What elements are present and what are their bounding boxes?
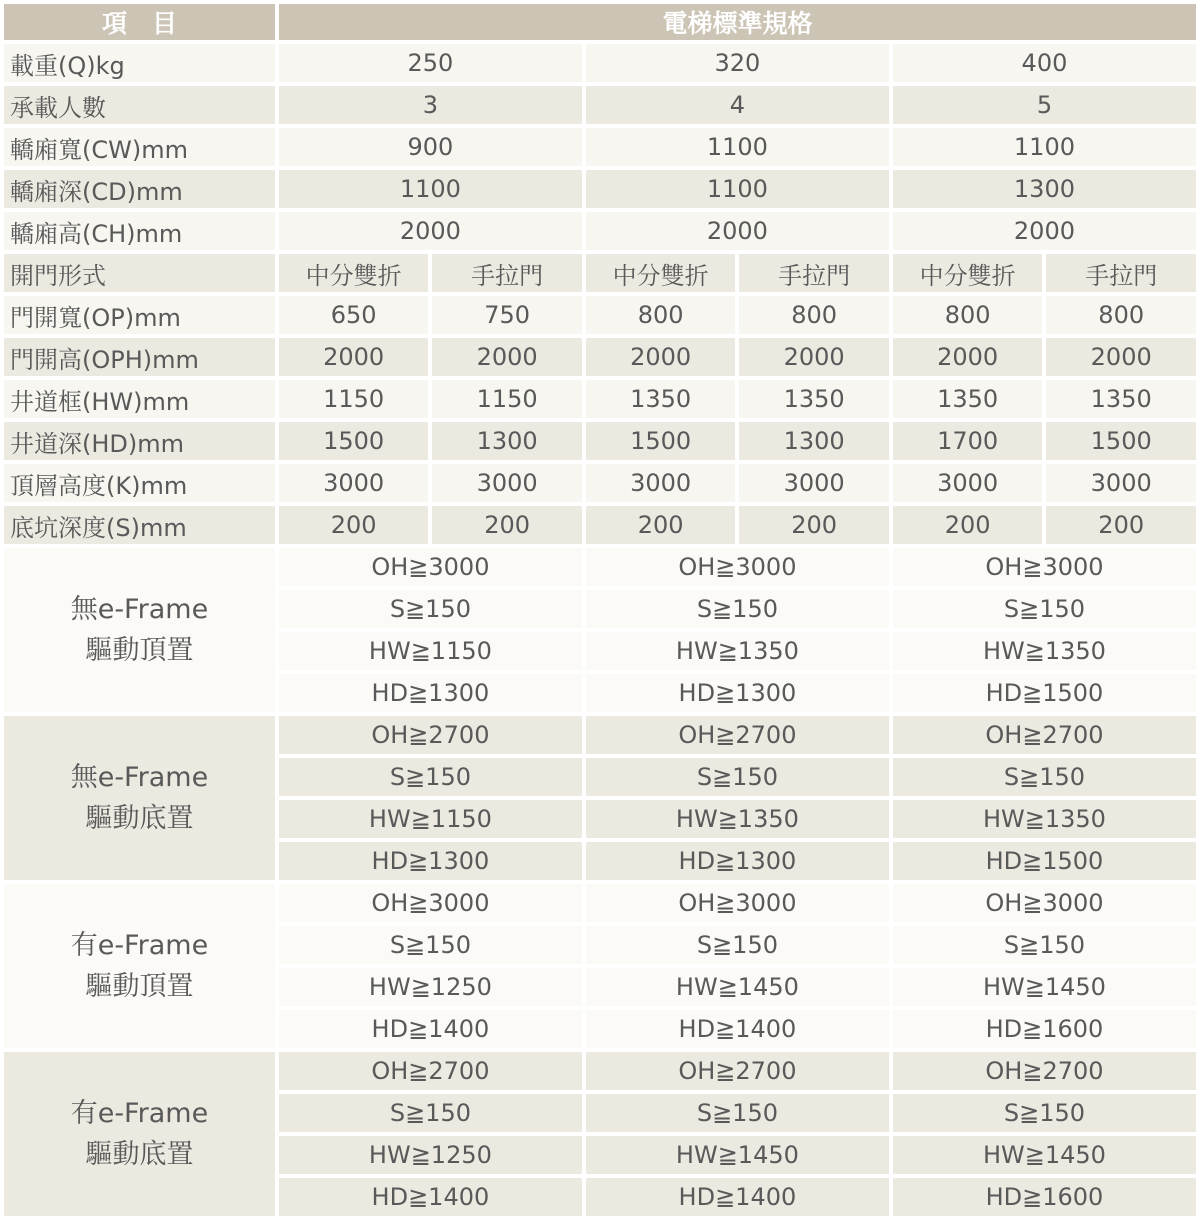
- condition-value: HW≧1450: [586, 968, 889, 1006]
- door-value: 800: [1046, 296, 1196, 334]
- group-label-line1: 無e-Frame: [70, 762, 209, 793]
- group-label-line2: 驅動頂置: [85, 635, 194, 666]
- door-value: 800: [739, 296, 889, 334]
- group-label-line1: 無e-Frame: [70, 594, 209, 625]
- row-label: 井道框(HW)mm: [4, 380, 275, 418]
- spec-row: [4, 86, 1196, 124]
- condition-row: [4, 884, 1196, 922]
- door-value: 1350: [893, 380, 1043, 418]
- door-spec-row: [4, 254, 1196, 292]
- condition-value: HW≧1450: [893, 1136, 1196, 1174]
- spec-value: 1300: [893, 170, 1196, 208]
- condition-value: S≧150: [279, 1094, 582, 1132]
- door-value: 750: [432, 296, 582, 334]
- door-value: 手拉門: [739, 254, 889, 292]
- condition-row: [4, 548, 1196, 586]
- spec-value: 2000: [586, 212, 889, 250]
- door-value: 650: [279, 296, 429, 334]
- condition-value: S≧150: [586, 926, 889, 964]
- condition-group: [4, 548, 1196, 712]
- spec-value: 1100: [586, 128, 889, 166]
- group-label: [4, 884, 275, 1048]
- door-value: 2000: [432, 338, 582, 376]
- condition-value: HW≧1450: [586, 1136, 889, 1174]
- door-value: 中分雙折: [586, 254, 736, 292]
- header-row: [4, 4, 1196, 40]
- condition-value: S≧150: [586, 758, 889, 796]
- spec-value: 400: [893, 44, 1196, 82]
- door-value: 1150: [432, 380, 582, 418]
- door-value: 200: [739, 506, 889, 544]
- condition-value: S≧150: [279, 758, 582, 796]
- condition-value: HD≧1400: [279, 1178, 582, 1216]
- condition-value: OH≧3000: [279, 884, 582, 922]
- door-spec-row: [4, 506, 1196, 544]
- condition-value: HD≧1400: [586, 1010, 889, 1048]
- door-value: 手拉門: [432, 254, 582, 292]
- condition-row: [4, 716, 1196, 754]
- condition-value: OH≧2700: [893, 1052, 1196, 1090]
- door-spec-row: [4, 338, 1196, 376]
- condition-value: HW≧1450: [893, 968, 1196, 1006]
- condition-value: OH≧2700: [279, 716, 582, 754]
- door-value: 3000: [586, 464, 736, 502]
- door-value: 2000: [586, 338, 736, 376]
- row-label: 底坑深度(S)mm: [4, 506, 275, 544]
- door-value: 200: [893, 506, 1043, 544]
- spec-value: 2000: [279, 212, 582, 250]
- condition-value: S≧150: [893, 590, 1196, 628]
- door-value: 1350: [586, 380, 736, 418]
- row-label: 轎廂深(CD)mm: [4, 170, 275, 208]
- spec-row: [4, 170, 1196, 208]
- door-value: 1350: [739, 380, 889, 418]
- condition-value: HD≧1300: [279, 842, 582, 880]
- door-value: 手拉門: [1046, 254, 1196, 292]
- row-label: 門開高(OPH)mm: [4, 338, 275, 376]
- condition-value: S≧150: [893, 1094, 1196, 1132]
- condition-value: HW≧1150: [279, 632, 582, 670]
- condition-value: OH≧3000: [586, 548, 889, 586]
- door-value: 200: [279, 506, 429, 544]
- condition-value: S≧150: [279, 926, 582, 964]
- condition-value: S≧150: [586, 1094, 889, 1132]
- spec-row: [4, 212, 1196, 250]
- door-value: 800: [586, 296, 736, 334]
- group-label-line1: 有e-Frame: [70, 1098, 209, 1129]
- door-value: 800: [893, 296, 1043, 334]
- spec-value: 900: [279, 128, 582, 166]
- header-item: 項 目: [4, 4, 275, 40]
- door-value: 1350: [1046, 380, 1196, 418]
- condition-value: OH≧3000: [586, 884, 889, 922]
- door-value: 中分雙折: [893, 254, 1043, 292]
- condition-value: HD≧1400: [279, 1010, 582, 1048]
- door-value: 2000: [739, 338, 889, 376]
- condition-value: OH≧2700: [586, 716, 889, 754]
- door-value: 3000: [739, 464, 889, 502]
- door-value: 2000: [893, 338, 1043, 376]
- condition-value: HW≧1350: [893, 800, 1196, 838]
- door-value: 3000: [432, 464, 582, 502]
- spec-value: 1100: [279, 170, 582, 208]
- door-spec-section: [4, 254, 1196, 544]
- door-value: 3000: [279, 464, 429, 502]
- door-value: 中分雙折: [279, 254, 429, 292]
- row-label: 頂層高度(K)mm: [4, 464, 275, 502]
- row-label: 轎廂寬(CW)mm: [4, 128, 275, 166]
- spec-value: 2000: [893, 212, 1196, 250]
- door-spec-row: [4, 464, 1196, 502]
- spec-value: 1100: [893, 128, 1196, 166]
- condition-group: [4, 1052, 1196, 1216]
- spec-value: 320: [586, 44, 889, 82]
- condition-value: S≧150: [279, 590, 582, 628]
- condition-value: HW≧1350: [586, 800, 889, 838]
- condition-value: OH≧2700: [279, 1052, 582, 1090]
- group-label: [4, 716, 275, 880]
- condition-value: HW≧1250: [279, 968, 582, 1006]
- door-value: 1150: [279, 380, 429, 418]
- condition-value: OH≧2700: [586, 1052, 889, 1090]
- door-value: 1300: [432, 422, 582, 460]
- condition-value: OH≧3000: [893, 548, 1196, 586]
- spec-value: 250: [279, 44, 582, 82]
- door-spec-row: [4, 296, 1196, 334]
- door-value: 3000: [1046, 464, 1196, 502]
- condition-value: HD≧1400: [586, 1178, 889, 1216]
- door-spec-row: [4, 422, 1196, 460]
- door-value: 1500: [279, 422, 429, 460]
- condition-value: HD≧1500: [893, 842, 1196, 880]
- group-label: [4, 1052, 275, 1216]
- condition-value: OH≧2700: [893, 716, 1196, 754]
- condition-value: HW≧1350: [586, 632, 889, 670]
- group-label-line1: 有e-Frame: [70, 930, 209, 961]
- condition-group: [4, 716, 1196, 880]
- condition-value: S≧150: [586, 590, 889, 628]
- group-label-line2: 驅動頂置: [85, 971, 194, 1002]
- condition-value: HW≧1250: [279, 1136, 582, 1174]
- door-value: 1500: [1046, 422, 1196, 460]
- condition-value: HD≧1600: [893, 1010, 1196, 1048]
- door-value: 3000: [893, 464, 1043, 502]
- condition-value: HW≧1150: [279, 800, 582, 838]
- condition-row: [4, 1052, 1196, 1090]
- row-label: 承載人數: [4, 86, 275, 124]
- condition-value: S≧150: [893, 758, 1196, 796]
- condition-value: HW≧1350: [893, 632, 1196, 670]
- condition-value: HD≧1500: [893, 674, 1196, 712]
- condition-value: HD≧1300: [586, 674, 889, 712]
- door-value: 200: [586, 506, 736, 544]
- header-spec: 電梯標準規格: [279, 4, 1196, 40]
- basic-spec-section: [4, 44, 1196, 250]
- group-label-line2: 驅動底置: [85, 803, 194, 834]
- condition-value: HD≧1300: [279, 674, 582, 712]
- door-value: 2000: [279, 338, 429, 376]
- door-value: 2000: [1046, 338, 1196, 376]
- door-value: 1500: [586, 422, 736, 460]
- condition-value: OH≧3000: [279, 548, 582, 586]
- door-spec-row: [4, 380, 1196, 418]
- condition-value: OH≧3000: [893, 884, 1196, 922]
- row-label: 開門形式: [4, 254, 275, 292]
- group-label: [4, 548, 275, 712]
- door-value: 200: [1046, 506, 1196, 544]
- row-label: 載重(Q)kg: [4, 44, 275, 82]
- group-label-line2: 驅動底置: [85, 1139, 194, 1170]
- door-value: 1700: [893, 422, 1043, 460]
- condition-value: HD≧1300: [586, 842, 889, 880]
- condition-value: HD≧1600: [893, 1178, 1196, 1216]
- spec-value: 4: [586, 86, 889, 124]
- spec-row: [4, 44, 1196, 82]
- spec-value: 1100: [586, 170, 889, 208]
- row-label: 井道深(HD)mm: [4, 422, 275, 460]
- condition-value: S≧150: [893, 926, 1196, 964]
- door-value: 1300: [739, 422, 889, 460]
- door-value: 200: [432, 506, 582, 544]
- row-label: 轎廂高(CH)mm: [4, 212, 275, 250]
- spec-value: 3: [279, 86, 582, 124]
- spec-value: 5: [893, 86, 1196, 124]
- condition-group: [4, 884, 1196, 1048]
- spec-row: [4, 128, 1196, 166]
- row-label: 門開寬(OP)mm: [4, 296, 275, 334]
